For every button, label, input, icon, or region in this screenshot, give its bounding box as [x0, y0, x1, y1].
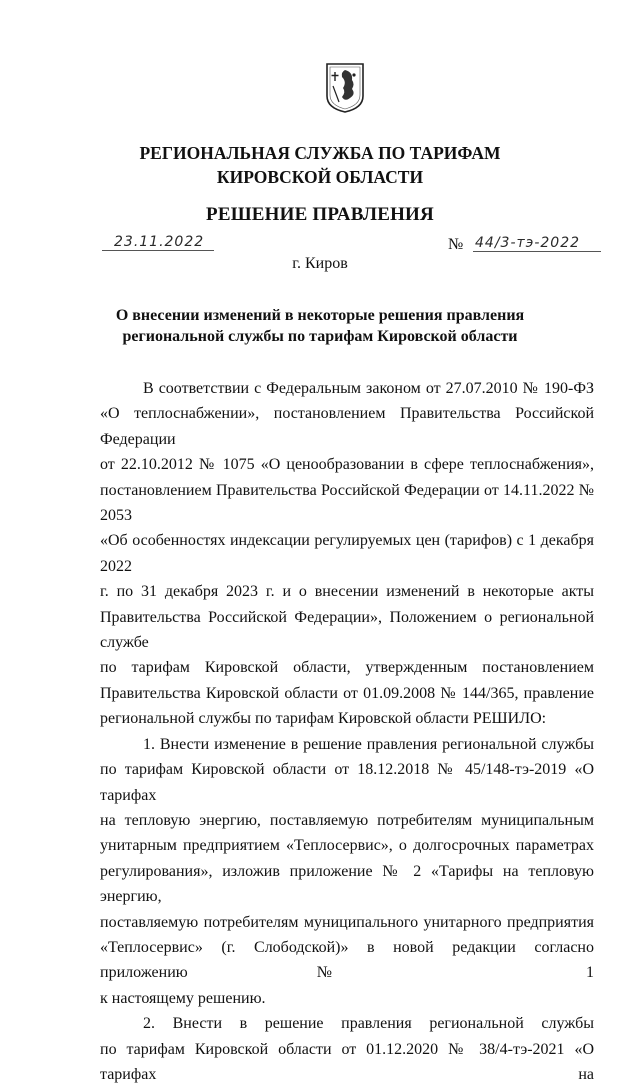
- subject-line-1: О внесении изменений в некоторые решения правления: [115, 307, 525, 324]
- subject-line-2: региональной службы по тарифам Кировской области: [122, 328, 518, 345]
- coat-of-arms-icon: [325, 62, 365, 114]
- body-line: постановлением Правительства Российской Федерации от 14.11.2022 № 2053: [100, 481, 594, 525]
- organization-name: [0, 141, 640, 189]
- body-line: 1. Внести изменение в решение правления региональной службы: [143, 735, 594, 753]
- number-sign: №: [448, 236, 464, 253]
- org-line-1: РЕГИОНАЛЬНАЯ СЛУЖБА ПО ТАРИФАМ: [139, 143, 501, 163]
- body-line: «Теплосервис» (г. Слободской)» в новой редакции согласно приложению № 1: [100, 938, 594, 982]
- body-line: «Об особенностях индексации регулируемых цен (тарифов) с 1 декабря 2022: [100, 532, 594, 575]
- city: г. Киров: [292, 255, 348, 272]
- document-number-label: [448, 236, 463, 254]
- body-line: к настоящему решению.: [100, 989, 266, 1007]
- body-line: В соответствии с Федеральным законом от 27.07.2010 № 190-ФЗ: [143, 380, 594, 397]
- body-line: Правительства Российской Федерации», Положением о региональной службе: [100, 608, 594, 652]
- body-line: по тарифам Кировской области, утвержденным постановлением: [100, 659, 594, 677]
- body-line: унитарным предприятием «Теплосервис», о долгосрочных параметрах: [100, 837, 594, 855]
- body-line: региональной службы по тарифам Кировской области РЕШИЛО:: [100, 710, 547, 728]
- body-line: по тарифам Кировской области от 01.12.2020 № 38/4-тэ-2021 «О тарифах на: [100, 1040, 594, 1083]
- body-line: от 22.10.2012 № 1075 «О ценообразовании в сфере теплоснабжения»,: [100, 456, 594, 474]
- body-line: регулирования», изложив приложение № 2 «Тарифы на тепловую энергию,: [100, 862, 594, 906]
- document-number: 44/3-тэ-2022: [473, 235, 601, 252]
- document-type: РЕШЕНИЕ ПРАВЛЕНИЯ: [206, 204, 434, 225]
- document-subject: [0, 305, 640, 347]
- body-line: на тепловую энергию, поставляемую потребителям муниципальным: [100, 811, 594, 829]
- document-date: 23.11.2022: [102, 234, 214, 251]
- body-line: поставляемую потребителям муниципального унитарного предприятия: [100, 913, 594, 931]
- body-line: Правительства Кировской области от 01.09.2008 № 144/365, правление: [100, 684, 594, 702]
- document-body: [100, 376, 594, 1087]
- body-line: 2. Внести в решение правления региональной службы: [143, 1015, 594, 1033]
- org-line-2: КИРОВСКОЙ ОБЛАСТИ: [216, 167, 424, 187]
- body-line: г. по 31 декабря 2023 г. и о внесении изменений в некоторые акты: [100, 583, 594, 601]
- body-line: по тарифам Кировской области от 18.12.2018 № 45/148-тэ-2019 «О тарифах: [100, 761, 594, 804]
- body-line: «О теплоснабжении», постановлением Правительства Российской Федерации: [100, 405, 594, 448]
